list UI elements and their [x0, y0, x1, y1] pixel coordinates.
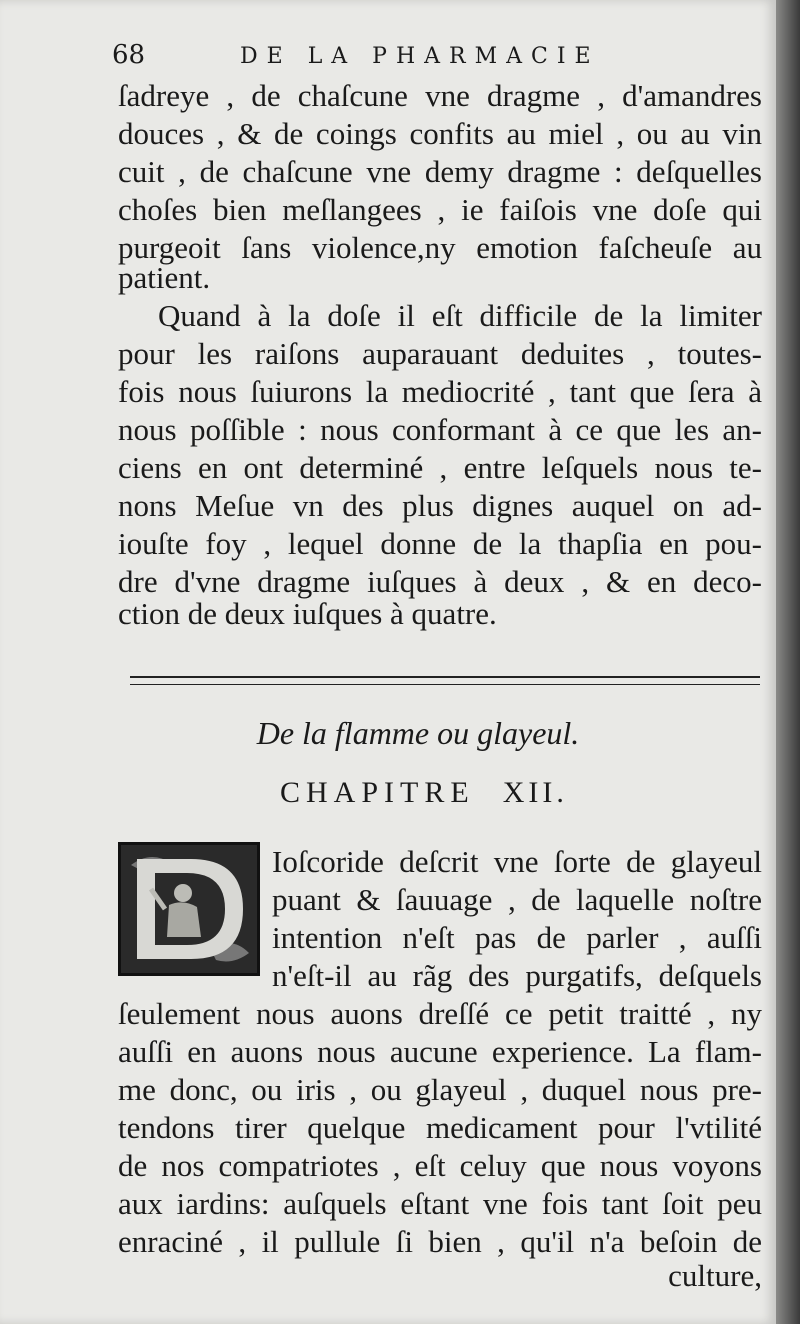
chapter-label: CHAPITRE [280, 776, 475, 809]
text-line: aux iardins: auſquels eſtant vne fois tant ſoit peu [118, 1186, 762, 1221]
text-line: dre d'vne dragme iuſques à deux , & en deco- [118, 564, 762, 599]
text-line: enraciné , il pullule ſi bien , qu'il n'a beſoin de [118, 1224, 762, 1259]
running-title: DE LA PHARMACIE [240, 44, 600, 69]
text-line: Ioſcoride deſcrit vne ſorte de glayeul [272, 844, 762, 879]
text-line: Quand à la doſe il eſt difficile de la limiter [158, 298, 762, 333]
text-line: nous poſſible : nous conformant à ce que les an- [118, 412, 762, 447]
text-line: de nos compatriotes , eſt celuy que nous voyons [118, 1148, 762, 1183]
text-line: auſſi en auons nous aucune experience. La flam- [118, 1034, 762, 1069]
text-line: pour les raiſons auparauant deduites , toutes- [118, 336, 762, 371]
section-title: De la flamme ou glayeul. [256, 715, 580, 751]
text-line: puant & ſauuage , de laquelle noſtre [272, 882, 762, 917]
text-line: cuit , de chaſcune vne demy dragme : deſquelles [118, 154, 762, 189]
catchword: culture, [668, 1258, 762, 1293]
text-line: patient. [118, 260, 211, 295]
chapter-number: XII. [502, 776, 568, 809]
page-number: 68 [112, 40, 146, 70]
text-line: choſes bien meſlangees , ie faiſois vne doſe qui [118, 192, 762, 227]
decorated-initial-icon [121, 845, 257, 973]
text-line: iouſte foy , lequel donne de la thapſia en pou- [118, 526, 762, 561]
page-edge-shadow [776, 0, 800, 1324]
text-line: n'eſt-il au rãg des purgatifs, deſquels [272, 958, 762, 993]
text-line: ſadreye , de chaſcune vne dragme , d'amandres [118, 78, 762, 113]
decorated-initial-d [118, 842, 260, 976]
text-line: me donc, ou iris , ou glayeul , duquel nous pre- [118, 1072, 762, 1107]
text-line: ction de deux iuſques à quatre. [118, 596, 497, 631]
text-line: tendons tirer quelque medicament pour l'vtilité [118, 1110, 762, 1145]
running-head [112, 40, 632, 80]
text-line: ciens en ont determiné , entre leſquels nous te- [118, 450, 762, 485]
text-line: ſeulement nous auons dreſſé ce petit traitté , ny [118, 996, 762, 1031]
text-line: intention n'eſt pas de parler , auſſi [272, 920, 762, 955]
chapter-heading [280, 776, 568, 810]
text-line: douces , & de coings confits au miel , ou au vin [118, 116, 762, 151]
text-line: nons Meſue vn des plus dignes auquel on ad- [118, 488, 762, 523]
section-divider [130, 676, 760, 685]
text-line: fois nous ſuiurons la mediocrité , tant que ſera à [118, 374, 762, 409]
text-line: purgeoit ſans violence,ny emotion faſcheuſe au [118, 230, 762, 265]
